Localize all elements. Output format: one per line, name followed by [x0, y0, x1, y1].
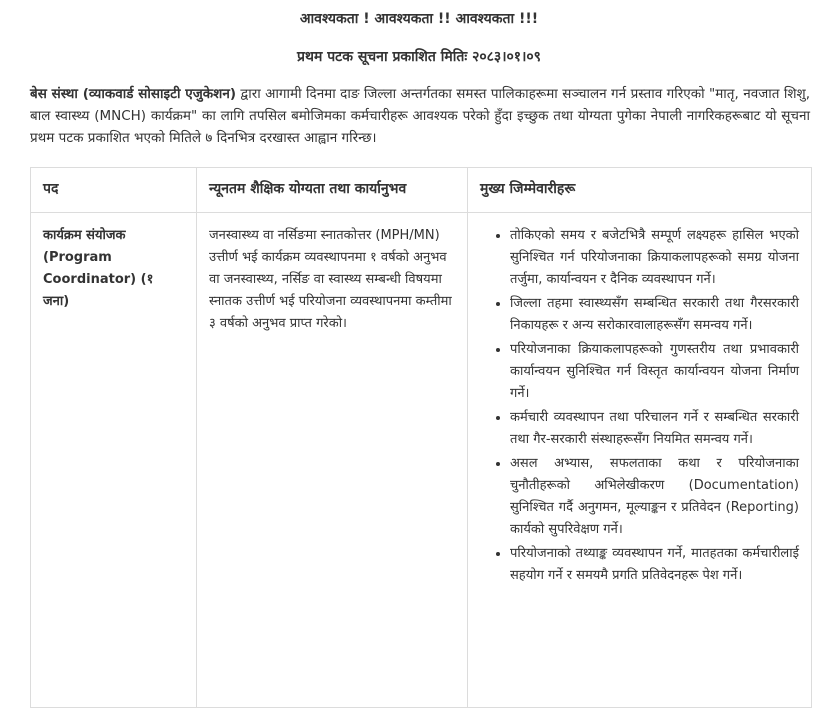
table-row — [31, 213, 812, 708]
qualification-cell — [197, 213, 468, 708]
list-item: • असल अभ्यास, सफलताका कथा र परियोजनाका चुनौतीहरूको अभिलेखीकरण (Documentation) सुनिश्चित गर्दै अनुगमन, मूल्याङ्कन र प्रतिवेदन (Reporting) कार्यको सुपरिवेक्षण गर्ने। — [510, 453, 799, 541]
intro-text: द्वारा आगामी दिनमा दाङ जिल्ला अन्तर्गतका समस्त पालिकाहरूमा सञ्चालन गर्न प्रस्ताव गरिएको "मातृ, नवजात शिशु, बाल स्वास्थ्य (MNCH) कार्यक्रम" का लागि तपसिल बमोजिमका कर्मचारीहरू आवश्यक परेको हुँदा इच्छुक तथा योग्यता पुगेका नेपाली नागरिकहरूबाट यो सूचना प्रथम पटक प्रकाशित भएको मितिले ७ दिनभित्र दरखास्त आह्वान गरिन्छ। — [30, 86, 810, 146]
header-qualification: न्यूनतम शैक्षिक योग्यता तथा कार्यानुभव — [197, 168, 468, 213]
list-item: • परियोजनाको तथ्याङ्क व्यवस्थापन गर्ने, मातहतका कर्मचारीलाई सहयोग गर्ने र समयमै प्रगति प्रतिवेदनहरू पेश गर्ने। — [510, 543, 799, 587]
list-item: • कर्मचारी व्यवस्थापन तथा परिचालन गर्ने र सम्बन्धित सरकारी तथा गैर-सरकारी संस्थाहरूसँग नियमित समन्वय गर्ने। — [510, 407, 799, 451]
list-item: • परियोजनाका क्रियाकलापहरूको गुणस्तरीय तथा प्रभावकारी कार्यान्वयन सुनिश्चित गर्न विस्तृत कार्यान्वयन योजना निर्माण गर्ने। — [510, 339, 799, 405]
header-post: पद — [31, 168, 197, 213]
publish-date-line: प्रथम पटक सूचना प्रकाशित मितिः २०८३।०१।०९ — [297, 49, 541, 65]
notice-title: आवश्यकता ! आवश्यकता !! आवश्यकता !!! — [299, 11, 539, 27]
organization-name: बेस संस्था (व्याकवार्ड सोसाइटी एजुकेशन) — [30, 86, 236, 102]
list-item: • तोकिएको समय र बजेटभित्रै सम्पूर्ण लक्ष्यहरू हासिल भएको सुनिश्चित गर्न परियोजनाका क्रियाकलापहरूको समग्र योजना तर्जुमा, कार्यान्वयन र दैनिक व्यवस्थापन गर्ने। — [510, 225, 799, 291]
post-subtitle: (Program Coordinator) (१ जना) — [43, 250, 154, 309]
post-cell — [31, 213, 197, 708]
table-header-row — [31, 168, 812, 213]
responsibilities-list — [480, 225, 799, 587]
post-title: कार्यक्रम संयोजक — [43, 228, 126, 243]
qualification-text: जनस्वास्थ्य वा नर्सिङमा स्नातकोत्तर (MPH/MN) उत्तीर्ण भई कार्यक्रम व्यवस्थापनमा १ वर्षको अनुभव वा जनस्वास्थ्य, नर्सिङ वा स्वास्थ्य सम्बन्धी विषयमा स्नातक उत्तीर्ण भई परियोजना व्यवस्थापनमा कम्तीमा ३ वर्षको अनुभव प्राप्त गरेको। — [209, 228, 452, 331]
vacancy-table — [30, 167, 812, 708]
list-item: • जिल्ला तहमा स्वास्थ्यसँग सम्बन्धित सरकारी तथा गैरसरकारी निकायहरू र अन्य सरोकारवालाहरूसँग समन्वय गर्ने। — [510, 293, 799, 337]
responsibilities-cell — [468, 213, 812, 708]
header-responsibilities: मुख्य जिम्मेवारीहरू — [468, 168, 812, 213]
intro-paragraph — [30, 83, 810, 149]
